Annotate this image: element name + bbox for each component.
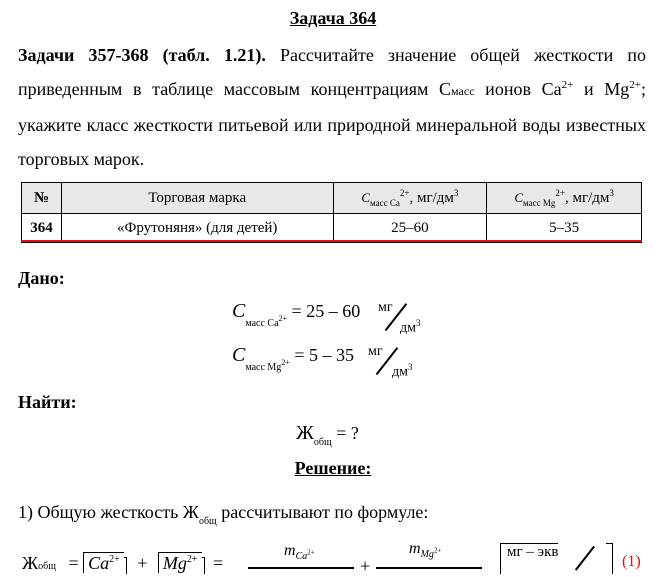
task-text-3: и Mg: [573, 79, 630, 99]
row-mg: 5–35: [487, 214, 642, 243]
step-1: 1) Общую жесткость $Ж_{общ}$ рассчитывают по формуле:: [18, 502, 429, 527]
row-brand: «Фрутоняня» (для детей): [61, 214, 333, 243]
task-text-2: ионов Ca: [474, 79, 562, 99]
task-sup-ca: 2+: [561, 79, 574, 91]
fraction-ca-numerator: $m_{Ca^{2+}}$: [284, 542, 315, 562]
task-statement: [18, 38, 646, 176]
given-ca-formula: $C_{масс Ca2+} = 25 - 60$: [232, 300, 361, 329]
solution-label: Решение:: [294, 458, 372, 478]
task-sup-mg: 2+: [629, 79, 641, 91]
header-num: №: [22, 183, 62, 214]
task-text-1: Рассчитайте значение общей жесткости по приведенным в таблице массовым концентрациям С: [18, 45, 646, 99]
fraction-mg-numerator: $m_{Mg^{2+}}$: [409, 540, 442, 560]
formula-unit: мг – экв: [500, 543, 558, 574]
formula-number: (1): [622, 553, 641, 570]
page-title: Задача 364: [289, 8, 377, 28]
highlight-underline: [21, 240, 642, 242]
task-lead: Задачи 357-368 (табл. 1.21).: [18, 45, 266, 65]
find-label: Найти:: [18, 392, 77, 412]
table-row: [22, 214, 642, 243]
given-mg-unit-num: мг: [368, 344, 383, 359]
table-header-row: [22, 183, 642, 214]
row-num: 364: [22, 214, 62, 243]
concentration-table: [21, 182, 642, 243]
task-sub-mass: масс: [451, 84, 475, 98]
given-ca-unit-den: $дм^3$: [400, 318, 421, 336]
header-brand: Торговая марка: [61, 183, 333, 214]
formula-unit-bracket: [606, 543, 613, 574]
row-ca: 25–60: [333, 214, 487, 243]
fraction-mg-bar: [376, 567, 482, 569]
task-text-4: ; укажите класс жесткости питьевой или природной минеральной воды известных торговых марок.: [18, 79, 646, 169]
find-formula: $Ж_{общ}$ = ?: [296, 422, 359, 448]
given-label: Дано:: [18, 268, 65, 288]
formula-unit-slash: [575, 546, 595, 571]
fraction-ca-bar: [248, 567, 354, 569]
header-ca: $C_{масс Ca}^{2+}$, $мг/дм^3$: [333, 183, 487, 214]
given-ca-unit-num: мг: [378, 300, 393, 315]
formula-plus-2: +: [360, 556, 371, 576]
given-mg-formula: $C_{масс Mg2+} = 5 - 35$: [232, 344, 354, 373]
hardness-formula-lhs: Жобщ = $Ca^{2+} + Mg^{2+}$ =: [22, 553, 224, 573]
given-mg-unit-den: $дм^3$: [392, 362, 413, 380]
header-mg: $C_{масс Mg}^{2+}$, $мг/дм^3$: [487, 183, 642, 214]
